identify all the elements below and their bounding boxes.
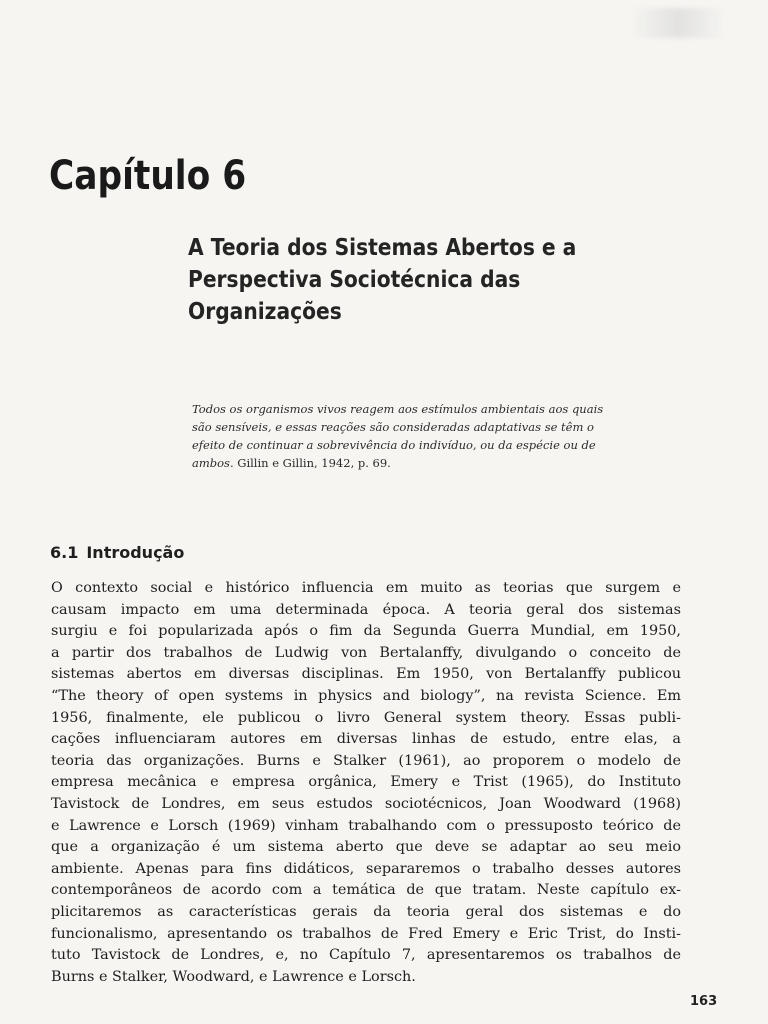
section-number: 6.1 [50, 543, 79, 562]
body-line: Tavistock de Londres, em seus estudos sociotécnicos, Joan Woodward (1968) [51, 795, 681, 812]
body-line: “The theory of open systems in physics and biology”, na revista Science. Em [51, 687, 681, 704]
chapter-title: Capítulo 6 [49, 153, 247, 199]
body-line: empresa mecânica e empresa orgânica, Emery e Trist (1965), do Instituto [51, 774, 681, 791]
epigraph [192, 400, 662, 472]
body-line: surgiu e foi popularizada após o fim da Segunda Guerra Mundial, em 1950, [51, 623, 681, 640]
scan-shadow [630, 8, 726, 38]
body-line: que a organização é um sistema aberto que deve se adaptar ao seu meio [51, 839, 681, 856]
section-title: Introdução [86, 543, 185, 562]
body-line: plicitaremos as características gerais da teoria geral dos sistemas e do [51, 903, 681, 920]
chapter-subtitle-line: Perspectiva Sociotécnica das [188, 267, 521, 293]
epigraph-line: ambos. [192, 456, 234, 470]
chapter-subtitle [188, 232, 646, 328]
body-line: O contexto social e histórico influencia em muito as teorias que surgem e [51, 580, 681, 596]
epigraph-line: Todos os organismos vivos reagem aos estímulos ambientais aos quais [192, 402, 604, 416]
body-line: causam impacto em uma determinada época. A teoria geral dos sistemas [51, 601, 681, 618]
body-line: tuto Tavistock de Londres, e, no Capítulo 7, apresentaremos os trabalhos de [51, 947, 681, 964]
epigraph-citation: Gillin e Gillin, 1942, p. 69. [237, 456, 391, 470]
body-paragraph [51, 578, 681, 988]
body-line: Burns e Stalker, Woodward, e Lawrence e Lorsch. [51, 968, 416, 985]
page-number: 163 [690, 994, 718, 1009]
epigraph-line: efeito de continuar a sobrevivência do indivíduo, ou da espécie ou de [192, 438, 596, 452]
body-line: e Lawrence e Lorsch (1969) vinham trabalhando com o pressuposto teórico de [51, 817, 681, 834]
epigraph-last-line [192, 454, 662, 472]
chapter-subtitle-line: Organizações [188, 299, 342, 325]
body-line: funcionalismo, apresentando os trabalhos de Fred Emery e Eric Trist, do Insti- [51, 925, 681, 942]
body-line: ambiente. Apenas para fins didáticos, separaremos o trabalho desses autores [51, 860, 681, 877]
body-line: a partir dos trabalhos de Ludwig von Bertalanffy, divulgando o conceito de [51, 644, 681, 661]
body-line: contemporâneos de acordo com a temática de que tratam. Neste capítulo ex- [51, 882, 681, 899]
body-line: cações influenciaram autores em diversas linhas de estudo, entre elas, a [51, 731, 681, 748]
body-line: 1956, finalmente, ele publicou o livro General system theory. Essas publi- [51, 709, 681, 726]
chapter-subtitle-line: A Teoria dos Sistemas Abertos e a [188, 235, 577, 261]
body-line: teoria das organizações. Burns e Stalker (1961), ao proporem o modelo de [51, 752, 681, 769]
epigraph-line: são sensíveis, e essas reações são consideradas adaptativas se têm o [192, 420, 594, 434]
section-heading [50, 541, 184, 565]
body-line: sistemas abertos em diversas disciplinas. Em 1950, von Bertalanffy publicou [51, 666, 681, 683]
